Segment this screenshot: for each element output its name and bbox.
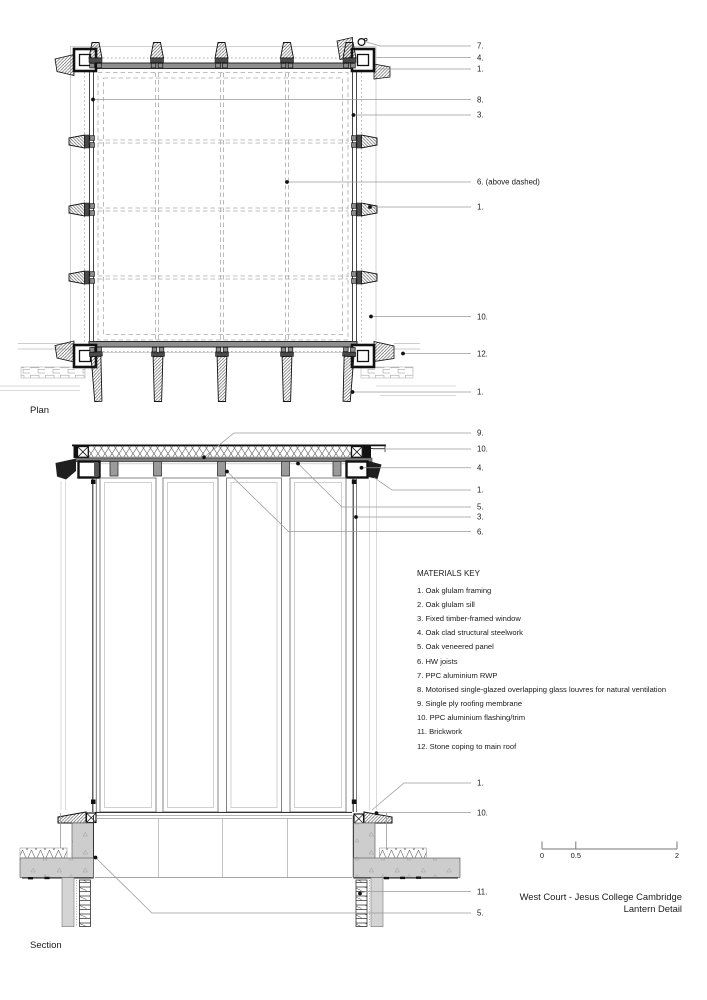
materials-key	[417, 569, 666, 753]
plan-title: Plan	[30, 405, 50, 416]
title-block	[520, 891, 682, 914]
section-drawing	[20, 433, 471, 927]
materials-key-item-11: 11. Brickwork	[417, 727, 463, 737]
plan-callout-12: 12.	[477, 349, 488, 359]
materials-key-item-8: 8. Motorised single-glazed overlapping glass louvres for natural ventilation	[417, 684, 667, 694]
section-callout-6: 6.	[477, 526, 484, 536]
section-callout-4: 4.	[477, 463, 484, 473]
section-callout-10b: 10.	[477, 807, 488, 817]
plan-callout-7: 7.	[477, 41, 484, 51]
section-callout-3: 3.	[477, 512, 484, 522]
materials-key-item-12: 12. Stone coping to main roof	[417, 741, 517, 751]
materials-key-item-1: 1. Oak glulam framing	[417, 585, 492, 595]
plan-callout-1a: 1.	[477, 64, 484, 74]
section-callout-10a: 10.	[477, 444, 488, 454]
materials-key-item-3: 3. Fixed timber-framed window	[417, 613, 521, 623]
plan-corner-posts	[74, 49, 374, 367]
plan-callout-1b: 1.	[477, 202, 484, 212]
section-callout-11: 11.	[477, 886, 488, 896]
materials-key-item-10: 10. PPC aluminium flashing/trim	[417, 713, 526, 723]
section-wall-left	[20, 813, 94, 927]
section-windows	[91, 478, 357, 812]
section-title: Section	[30, 940, 62, 951]
section-callout-5a: 5.	[477, 502, 484, 512]
drawing-title: Lantern Detail	[623, 902, 682, 914]
materials-key-item-9: 9. Single ply roofing membrane	[417, 699, 523, 709]
materials-key-item-5: 5. Oak veneered panel	[417, 642, 494, 652]
materials-key-item-4: 4. Oak clad structural steelwork	[417, 628, 523, 638]
section-sill-assembly	[58, 812, 392, 878]
plan-callout-10: 10.	[477, 312, 488, 322]
materials-key-title: MATERIALS KEY	[417, 569, 480, 578]
materials-key-item-6: 6. HW joists	[417, 656, 458, 666]
scale-bar	[542, 842, 677, 850]
materials-key-item-7: 7. PPC aluminium RWP	[417, 670, 498, 680]
plan-callout-8: 8.	[477, 95, 484, 105]
plan-callout-3: 3.	[477, 110, 484, 120]
section-callout-9: 9.	[477, 428, 484, 438]
section-callout-1a: 1.	[477, 485, 484, 495]
project-title: West Court - Jesus College Cambridge	[519, 891, 682, 902]
plan-louvre-bands	[89, 63, 357, 347]
section-callout-5b: 5.	[477, 908, 484, 918]
plan-dashed-grid	[98, 73, 348, 341]
plan-drawing	[0, 38, 471, 402]
section-wall-right	[353, 813, 460, 927]
plan-callout-4: 4.	[477, 52, 484, 62]
plan-callout-6: 6. (above dashed)	[477, 177, 540, 187]
scale-label-2: 2	[674, 851, 680, 860]
section-roof	[72, 445, 386, 463]
plan-corner-wedges	[55, 38, 394, 363]
plan-joists-bottom	[89, 347, 356, 402]
plan-dotted-guides	[85, 52, 362, 352]
scale-label-0: 0	[539, 851, 545, 860]
materials-key-item-2: 2. Oak glulam sill	[417, 599, 475, 609]
scale-label-0-5: 0.5	[570, 851, 582, 860]
plan-leader-lines	[91, 42, 471, 394]
section-callout-1b: 1.	[477, 778, 484, 788]
plan-callout-1c: 1.	[477, 387, 484, 397]
